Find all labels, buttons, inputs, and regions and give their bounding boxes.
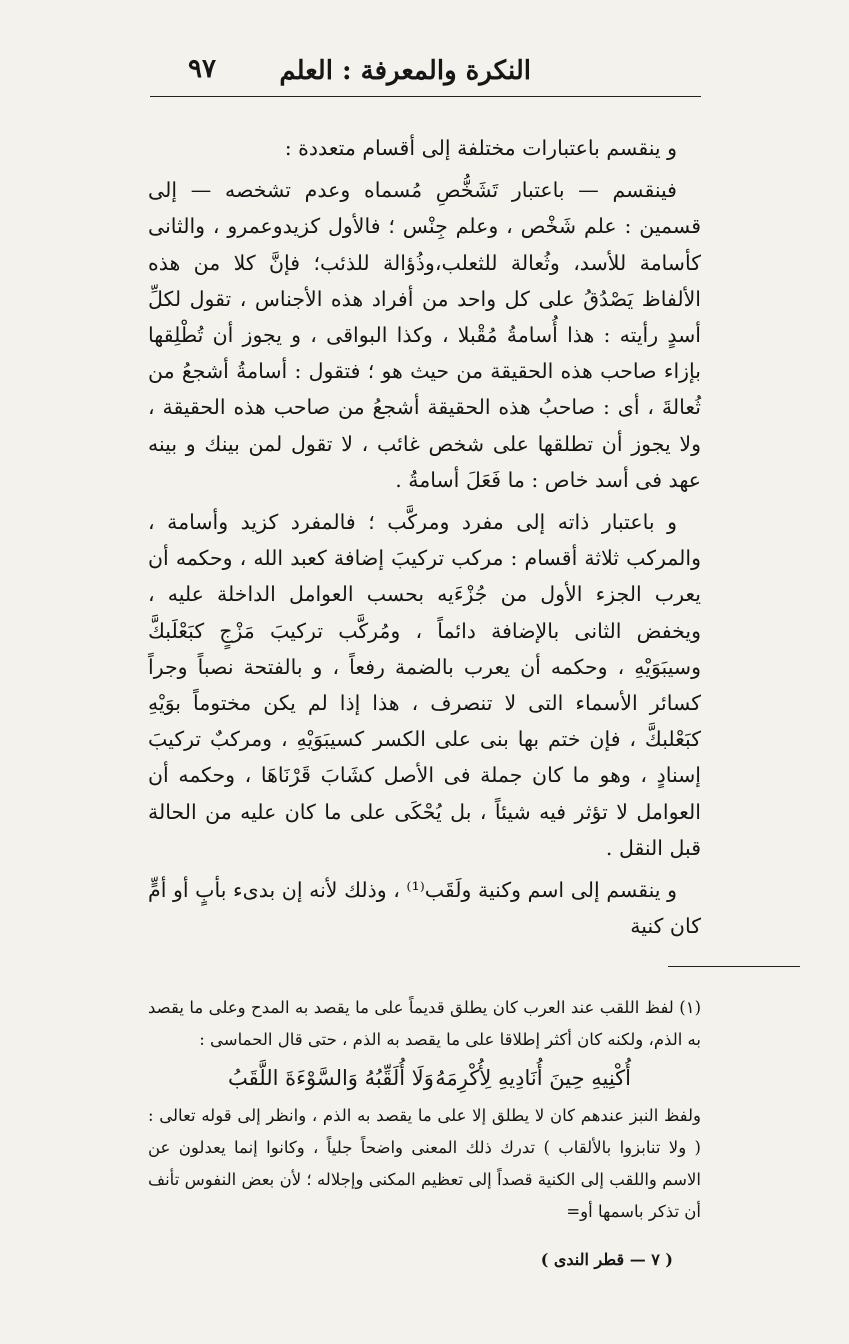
- footnote-intro: (١) لفظ اللقب عند العرب كان يطلق قديماً على ما يقصد به المدح وعلى ما يقصد به الذم، ولكنه كان أكثر إطلاقا على ما يقصد به الذم ، حتى قال الحماسى :: [148, 998, 701, 1049]
- paragraph: و ينقسم باعتبارات مختلفة إلى أقسام متعددة :: [284, 136, 677, 160]
- footnote-rest: ولفظ النبز عندهم كان لا يطلق إلا على ما يقصد به الذم ، وانظر إلى قوله تعالى : ( ولا تنابزوا بالألقاب ) تدرك ذلك المعنى واضحاً جلياً ، وكانوا إنما يعدلون عن الاسم واللقب إلى الكنية قصداً إلى تعظيم المكنى وإجلاله ؛ لأن بعض النفوس تأنف أن تذكر باسمها أو=: [148, 1106, 701, 1221]
- footnotes: [148, 992, 701, 1228]
- verse-line: [148, 1056, 701, 1100]
- running-title: النكرة والمعرفة : العلم: [279, 56, 531, 86]
- paragraph: و ينقسم إلى اسم وكنية ولَقَب⁽¹⁾ ، وذلك لأنه إن بدىء بأبٍ أو أمٍّ كان كنية: [148, 878, 701, 939]
- page-number: ٩٧: [188, 54, 216, 84]
- verse-first-hemistich: أُكْنِيهِ حِينَ أُنَادِيهِ لِأُكْرِمَهُ: [435, 1066, 631, 1090]
- main-text: [148, 130, 701, 950]
- verse-second-hemistich: وَلَا أُلَقِّبُهُ وَالسَّوْءَةَ اللَّقَبُ: [228, 1066, 434, 1090]
- paragraph: و باعتبار ذاته إلى مفرد ومركَّب ؛ فالمفرد كزيد وأسامة ، والمركب ثلاثة أقسام : مركب تركيبَ إضافة كعبد الله ، وحكمه أن يعرب الجزء الأول من جُزْءَيه بحسب العوامل الداخلة عليه ، ويخفض الثانى بالإضافة دائماً ، ومُركَّب تركيبَ مَزْجٍ كبَعْلَبكَّ وسيبَوَيْهِ ، وحكمه أن يعرب بالضمة رفعاً ، و بالفتحة نصباً وجراً كسائر الأسماء التى لا تنصرف ، هذا إذا لم يكن مختوماً بوَيْهِ كبَعْلبكَّ ، فإن ختم بها بنى على الكسر كسيبَوَيْهِ ، ومركبٌ تركيبَ إسنادٍ ، وهو ما كان جملة فى الأصل كشَابَ قَرْنَاهَا ، وحكمه أن العوامل لا تؤثر فيه شيئاً ، بل يُحْكَى على ما كان عليه من الحالة قبل النقل .: [148, 510, 701, 860]
- header-rule: [150, 96, 701, 97]
- footnote-rule: [668, 966, 800, 967]
- signature-mark: ( ٧ — قطر الندى ): [540, 1250, 673, 1269]
- paragraph: فينقسم — باعتبار تَشَخُّصِ مُسماه وعدم تشخصه — إلى قسمين : علم شَخْص ، وعلم جِنْس ؛ فالأول كزيدوعمرو ، والثانى كأسامة للأسد، وثُعالة للثعلب،وذُؤالة للذئب؛ فإنَّ كلا من هذه الألفاظ يَصْدُقُ على كل واحد من أفراد هذه الأجناس ، تقول لكلِّ أسدٍ رأيته : هذا أُسامةُ مُقْبلا ، وكذا البواقى ، و يجوز أن تُطْلِقها بإزاء صاحب هذه الحقيقة من حيث هو ؛ فتقول : أسامةُ أشجعُ من ثُعالةَ ، أى : صاحبُ هذه الحقيقة أشجعُ من صاحب هذه الحقيقة ، ولا يجوز أن تطلقها على شخص غائب ، لا تقول لمن بينك و بينه عهد فى أسد خاص : ما فَعَلَ أسامةُ .: [148, 178, 701, 492]
- page-header: [148, 50, 701, 90]
